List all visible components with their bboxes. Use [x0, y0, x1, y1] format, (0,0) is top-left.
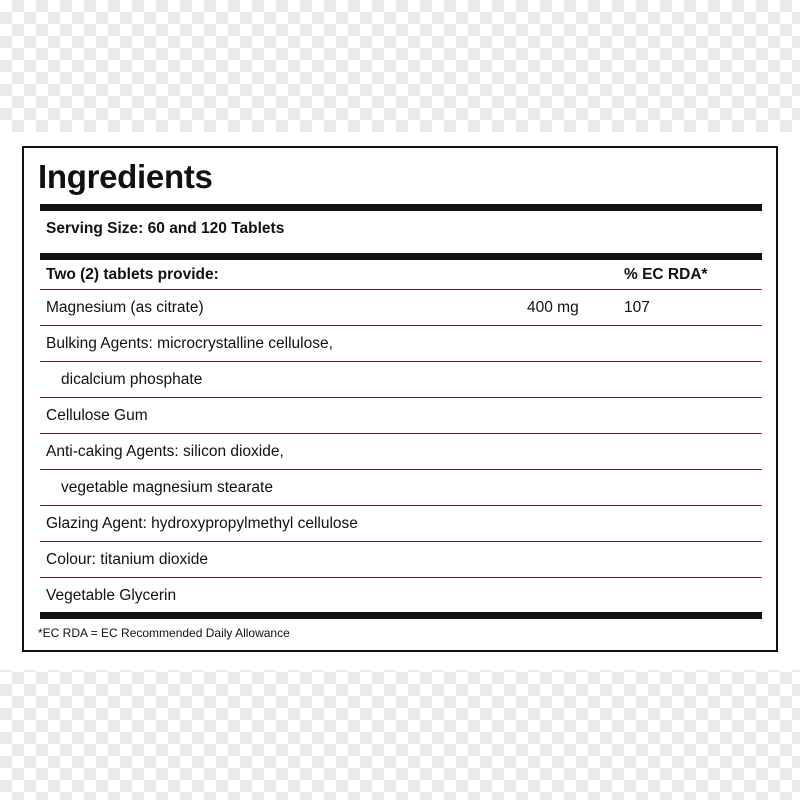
ingredient-name: Colour: titanium dioxide	[46, 551, 208, 568]
ingredient-rda: 107	[624, 299, 650, 316]
table-row	[40, 542, 762, 578]
header-rda: % EC RDA*	[624, 266, 708, 283]
serving-size: Serving Size: 60 and 120 Tablets	[46, 220, 285, 237]
header-provide: Two (2) tablets provide:	[46, 266, 219, 283]
label-title: Ingredients	[38, 158, 213, 195]
table-row	[40, 398, 762, 434]
thick-divider-top	[40, 204, 762, 211]
table-row	[40, 326, 762, 362]
ingredient-name: Anti-caking Agents: silicon dioxide,	[46, 443, 284, 460]
table-row	[40, 506, 762, 542]
ingredient-name: Magnesium (as citrate)	[46, 299, 204, 316]
table-row	[40, 434, 762, 470]
thick-divider-middle	[40, 253, 762, 260]
table-row	[40, 578, 762, 614]
thick-divider-bottom	[40, 612, 762, 619]
ingredient-amount: 400 mg	[527, 299, 579, 316]
ingredient-name: Glazing Agent: hydroxypropylmethyl cellulose	[46, 515, 358, 532]
ingredient-name: Vegetable Glycerin	[46, 587, 177, 604]
ingredient-name: Bulking Agents: microcrystalline cellulose,	[46, 335, 333, 352]
footnote: *EC RDA = EC Recommended Daily Allowance	[38, 626, 290, 640]
ingredient-name: dicalcium phosphate	[61, 371, 203, 388]
ingredient-name: Cellulose Gum	[46, 407, 148, 424]
table-row	[40, 290, 762, 326]
ingredients-label-panel	[22, 146, 778, 652]
table-header-row	[40, 260, 762, 290]
table-row	[40, 470, 762, 506]
table-row	[40, 362, 762, 398]
ingredients-table	[40, 290, 762, 614]
ingredient-name: vegetable magnesium stearate	[61, 479, 273, 496]
